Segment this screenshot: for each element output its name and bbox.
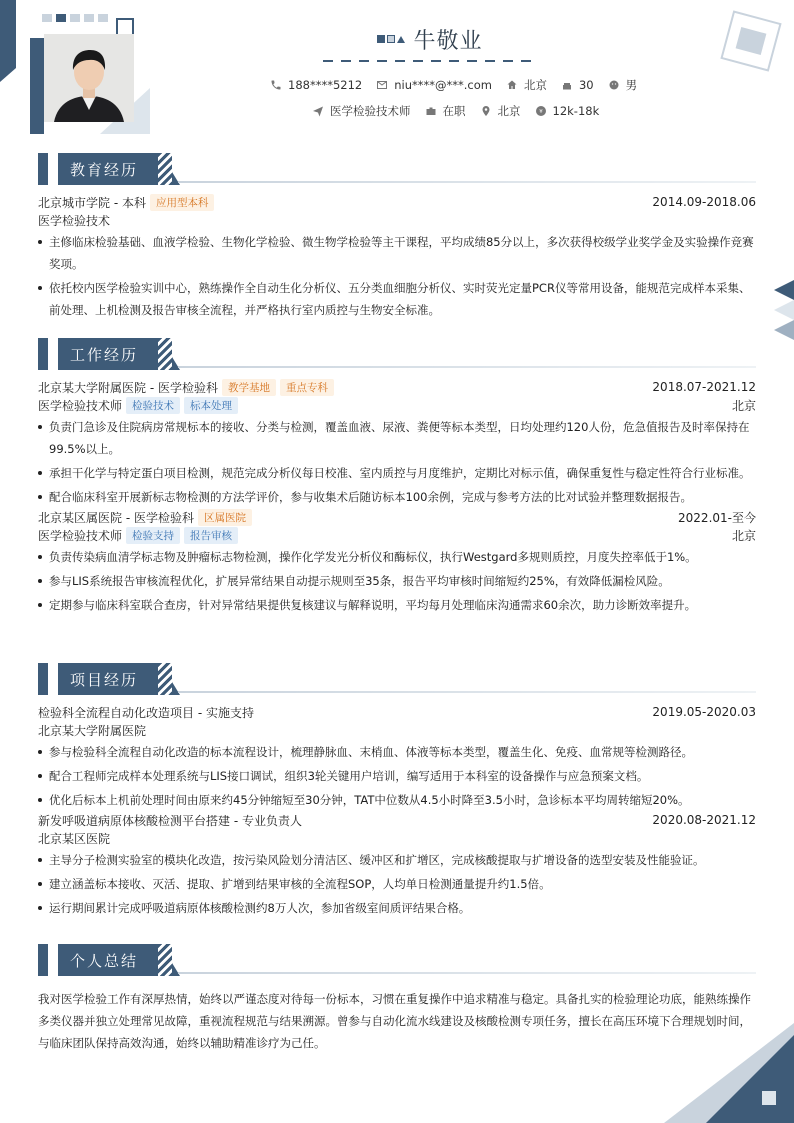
location-text: 北京 [523, 78, 547, 92]
money-icon [535, 105, 547, 117]
list-item: 配合工程师完成样本处理系统与LIS接口调试，组织3轮关键用户培训，编写适用于本科室的设备操作与应急预案文档。 [38, 765, 756, 787]
status-text: 在职 [442, 104, 466, 118]
section-header [38, 944, 756, 976]
location-icon [480, 105, 492, 117]
salary-text: 12k-18k [552, 104, 600, 118]
email-text: niu****@***.com [394, 78, 492, 92]
decor-square [70, 14, 80, 22]
education-entry [38, 193, 756, 321]
section-title: 个人总结 [70, 952, 139, 970]
org-name: 北京某大学附属医院 - 医学检验科 [38, 380, 218, 395]
list-item: 承担干化学与特定蛋白项目检测，规范完成分析仪每日校准、室内质控与月度维护，定期比对标示值，确保重复性与稳定性符合行业标准。 [38, 462, 756, 484]
phone-text: 188****5212 [288, 78, 363, 92]
work-section [38, 338, 756, 616]
section-header [38, 338, 756, 370]
decor-square [42, 14, 52, 22]
candidate-name: 牛敬业 [413, 28, 483, 54]
work-city: 北京 [731, 398, 756, 413]
profile-photo [44, 34, 134, 122]
role-name: 医学检验技术师 [38, 398, 123, 413]
briefcase-icon [425, 105, 437, 117]
decor-left-bar-2 [30, 38, 44, 134]
job-intent-row [312, 103, 609, 119]
resume-header [240, 24, 620, 62]
decor-square [84, 14, 94, 22]
decor-right-triangle [774, 320, 794, 340]
cake-icon [561, 79, 573, 91]
mail-icon [376, 79, 388, 91]
project-name: 新发呼吸道病原体核酸检测平台搭建 - 专业负责人 [38, 813, 302, 828]
project-org: 北京某区医院 [38, 831, 111, 846]
gender-text: 男 [625, 78, 638, 92]
contact-row [270, 77, 647, 93]
project-entry [38, 811, 756, 919]
decor-right-triangle [774, 280, 794, 300]
org-tag: 重点专科 [280, 379, 334, 396]
section-title: 教育经历 [70, 161, 139, 179]
school-name: 北京城市学院 - 本科 [38, 195, 146, 210]
name-decor-icon [377, 35, 405, 43]
list-item: 负责门急诊及住院病房常规标本的接收、分类与检测，覆盖血液、尿液、粪便等标本类型，日均处理约120人份，危急值报告及时率保持在99.5%以上。 [38, 416, 756, 460]
decor-left-bar [0, 0, 16, 68]
section-title: 项目经历 [70, 671, 139, 689]
org-tag: 区属医院 [198, 509, 252, 526]
school-tag: 应用型本科 [150, 194, 215, 211]
age-text: 30 [578, 78, 594, 92]
list-item: 配合临床科室开展新标志物检测的方法学评价，参与收集术后随访标本100余例，完成与参考方法的比对试验并整理数据报告。 [38, 486, 756, 508]
work-entry [38, 378, 756, 508]
decor-right-triangle [774, 300, 794, 320]
phone-icon [270, 79, 282, 91]
list-item: 负责传染病血清学标志物及肿瘤标志物检测，操作化学发光分析仪和酶标仪，执行Westgard多规则质控，月度失控率低于1%。 [38, 546, 756, 568]
target-job-text: 医学检验技术师 [330, 104, 411, 118]
home-icon [506, 79, 518, 91]
work-city: 北京 [731, 528, 756, 543]
name-underline [323, 60, 537, 62]
project-period: 2019.05-2020.03 [652, 705, 756, 719]
list-item: 依托校内医学检验实训中心，熟练操作全自动生化分析仪、五分类血细胞分析仪、实时荧光定量PCR仪等常用设备，能规范完成样本采集、前处理、上机检测及报告审核全流程，并严格执行室内质控与生物安全标准。 [38, 277, 756, 321]
section-header [38, 153, 756, 185]
project-period: 2020.08-2021.12 [652, 813, 756, 827]
list-item: 运行期间累计完成呼吸道病原体核酸检测约8万人次，参加省级室间质评结果合格。 [38, 897, 756, 919]
decor-left-triangle [0, 68, 16, 82]
education-section [38, 153, 756, 321]
project-section [38, 663, 756, 919]
target-city-text: 北京 [497, 104, 521, 118]
list-item: 主导分子检测实验室的模块化改造，按污染风险划分清洁区、缓冲区和扩增区，完成核酸提取与扩增设备的选型安装及性能验证。 [38, 849, 756, 871]
list-item: 优化后标本上机前处理时间由原来约45分钟缩短至30分钟，TAT中位数从4.5小时降至3.5小时，急诊标本平均周转缩短20%。 [38, 789, 756, 811]
section-title: 工作经历 [70, 346, 139, 364]
work-period: 2018.07-2021.12 [652, 380, 756, 394]
list-item: 参与检验科全流程自动化改造的标本流程设计，梳理静脉血、末梢血、体液等标本类型，覆盖生化、免疫、血常规等检测路径。 [38, 741, 756, 763]
work-period: 2022.01-至今 [678, 510, 756, 525]
project-name: 检验科全流程自动化改造项目 - 实施支持 [38, 705, 254, 720]
role-tag: 检验支持 [126, 527, 180, 544]
role-tag: 标本处理 [184, 397, 238, 414]
org-name: 北京某区属医院 - 医学检验科 [38, 510, 194, 525]
list-item: 主修临床检验基础、血液学检验、生物化学检验、微生物学检验等主干课程，平均成绩85分以上，多次获得校级学业奖学金及实验操作竞赛奖项。 [38, 231, 756, 275]
work-entry [38, 508, 756, 616]
decor-square [98, 14, 108, 22]
major-name: 医学检验技术 [38, 213, 111, 228]
project-org: 北京某大学附属医院 [38, 723, 147, 738]
list-item: 定期参与临床科室联合查房，针对异常结果提供复核建议与解释说明，平均每月处理临床沟通需求60余次，助力诊断效率提升。 [38, 594, 756, 616]
gender-icon [608, 79, 620, 91]
send-icon [312, 105, 324, 117]
section-header [38, 663, 756, 695]
decor-square [56, 14, 66, 22]
education-period: 2014.09-2018.06 [652, 195, 756, 209]
project-entry [38, 703, 756, 811]
summary-section [38, 944, 756, 1054]
role-tag: 检验技术 [126, 397, 180, 414]
role-tag: 报告审核 [184, 527, 238, 544]
org-tag: 教学基地 [222, 379, 276, 396]
svg-text:¥: ¥ [538, 109, 543, 115]
list-item: 建立涵盖标本接收、灭活、提取、扩增到结果审核的全流程SOP，人均单日检测通量提升约1.5倍。 [38, 873, 756, 895]
role-name: 医学检验技术师 [38, 528, 123, 543]
summary-text: 我对医学检验工作有深厚热情，始终以严谨态度对待每一份标本，习惯在重复操作中追求精准与稳定。具备扎实的检验理论功底，能熟练操作多类仪器并独立处理常见故障，重视流程规范与结果溯源。曾参与自动化流水线建设及核酸检测专项任务，擅长在高压环境下合理规划时间，与临床团队保持高效沟通，始终以辅助精准诊疗为己任。 [38, 992, 751, 1050]
decor-bottom-right-square [762, 1091, 776, 1105]
list-item: 参与LIS系统报告审核流程优化，扩展异常结果自动提示规则至35条，报告平均审核时间缩短约25%，有效降低漏检风险。 [38, 570, 756, 592]
